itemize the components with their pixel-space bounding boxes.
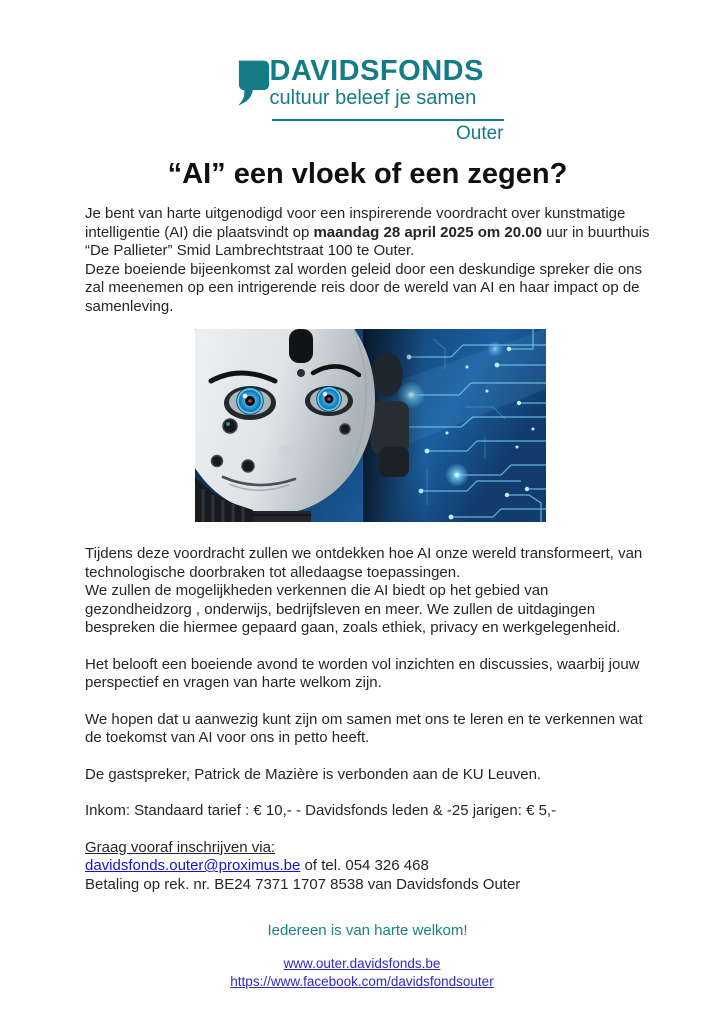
phone-text: of tel. 054 326 468 — [300, 857, 429, 874]
email-link[interactable]: davidsfonds.outer@proximus.be — [85, 857, 301, 874]
intro-text-before: Je bent van harte uitgenodigd voor een inspirerende voordracht over kunstmatige intelligentie (AI) die plaatsvindt op — [85, 205, 626, 241]
discover-paragraph — [85, 545, 650, 638]
page-title: “AI” een vloek of een zegen? — [167, 158, 568, 190]
discover-sentence-2: We zullen de mogelijkheden verkennen die AI biedt op het gebied van gezondheidzorg , onderwijs, bedrijfsleven en meer. We zullen de uitdagingen bespreken die hiermee gepaard gaan, zoals ethiek, privacy en werkgelegenheid. — [85, 582, 621, 636]
price-paragraph: Inkom: Standaard tarief : € 10,- - Davidsfonds leden & -25 jarigen: € 5,- — [85, 802, 557, 819]
discover-sentence-1: Tijdens deze voordracht zullen we ontdekken hoe AI onze wereld transformeert, van technologische doorbraken tot alledaagse toepassingen. — [85, 545, 643, 581]
quote-icon — [232, 56, 270, 115]
logo-row — [232, 56, 504, 115]
logo-chapter: Outer — [455, 123, 504, 144]
footer-facebook-line — [0, 973, 724, 991]
intro-sentence-2: Deze boeiende bijeenkomst zal worden geleid door een deskundige spreker die ons zal meenemen op een intrigerende reis door de wereld van AI en haar impact op de samenleving. — [85, 260, 643, 315]
robot-ai-circuit-image — [195, 329, 546, 522]
logo-texts — [270, 56, 504, 109]
hope-paragraph: We hopen dat u aanwezig kunt zijn om samen met ons te leren en te verkennen wat de toekomst van AI voor ons in petto heeft. — [85, 710, 643, 746]
event-datetime: maandag 28 april 2025 om 20.00 — [313, 223, 542, 241]
logo-tagline: cultuur beleef je samen — [269, 87, 477, 109]
intro-sentence-1 — [85, 205, 650, 261]
registration-block — [85, 839, 650, 895]
intro-text-after: uur in buurthuis “De Pallieter” Smid Lambrechtstraat 100 te Outer. — [85, 223, 650, 259]
logo-divider — [272, 119, 504, 121]
payment-line: Betaling op rek. nr. BE24 7371 1707 8538 van Davidsfonds Outer — [85, 875, 521, 893]
logo-brand: DAVIDSFONDS — [269, 55, 484, 87]
promise-paragraph: Het belooft een boeiende avond te worden vol inzichten en discussies, waarbij jouw perspectief en vragen van harte welkom zijn. — [85, 655, 640, 691]
footer-website-line — [0, 955, 724, 973]
welcome-line: Iedereen is van harte welkom! — [267, 922, 468, 939]
facebook-link[interactable]: https://www.facebook.com/davidsfondsouter — [230, 973, 494, 989]
footer-links — [0, 955, 724, 990]
website-link[interactable]: www.outer.davidsfonds.be — [283, 956, 441, 971]
registration-heading: Graag vooraf inschrijven via: — [85, 838, 276, 856]
registration-contact-line — [85, 857, 650, 876]
intro-paragraph — [85, 205, 650, 316]
speaker-paragraph: De gastspreker, Patrick de Mazière is verbonden aan de KU Leuven. — [85, 765, 542, 783]
davidsfonds-logo — [232, 56, 504, 145]
